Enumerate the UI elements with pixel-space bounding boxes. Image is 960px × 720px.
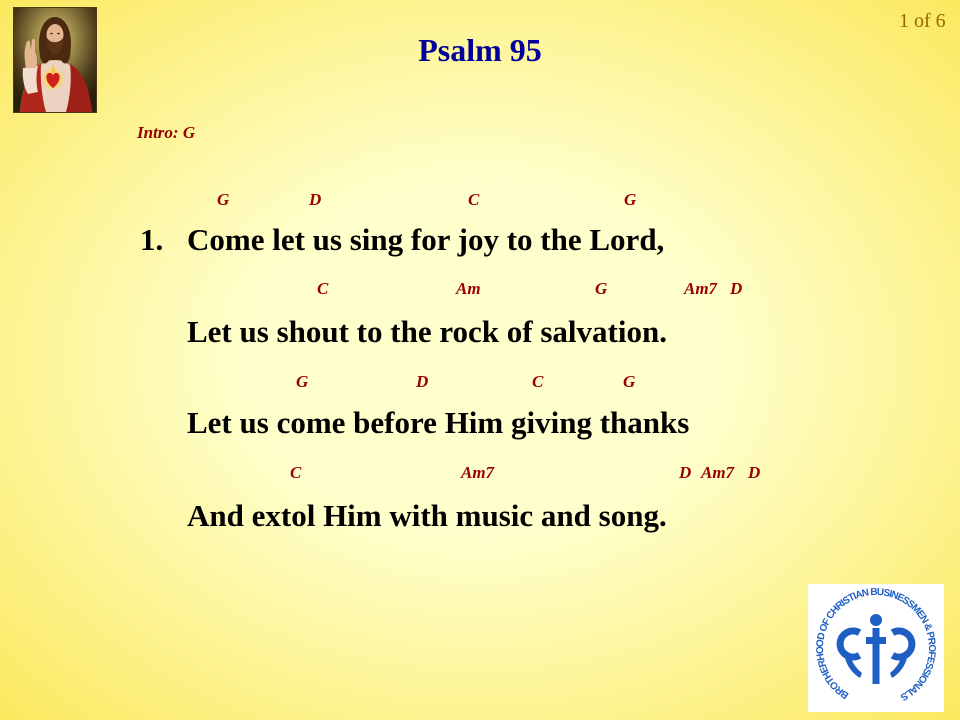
chord: D	[416, 372, 429, 391]
lyric-line: Let us shout to the rock of salvation.	[187, 314, 667, 349]
logo-cross-stem	[873, 628, 880, 684]
chord: C	[468, 190, 480, 209]
chord: D	[730, 279, 743, 298]
chord: C	[317, 279, 329, 298]
chord: Am7	[461, 463, 495, 482]
logo-graphic	[808, 584, 944, 712]
chord: C	[532, 372, 544, 391]
verse-number: 1.	[140, 222, 164, 257]
lyric-line: Let us come before Him giving thanks	[187, 405, 690, 440]
chord: G	[624, 190, 637, 209]
slide-title: Psalm 95	[418, 32, 542, 68]
chord: C	[290, 463, 302, 482]
logo-ring-text: BROTHERHOOD OF CHRISTIAN BUSINESSMEN & PROFESSIONALS	[814, 586, 938, 702]
chord: G	[623, 372, 636, 391]
chord: Am	[456, 279, 481, 298]
chord: Am7	[701, 463, 735, 482]
lyric-line: Come let us sing for joy to the Lord,	[187, 222, 665, 257]
intro-chord-line: Intro: G	[137, 123, 196, 142]
slide-number: 1 of 6	[899, 10, 946, 32]
logo-cross-bar	[866, 637, 886, 644]
chord: Am7	[684, 279, 718, 298]
chord: G	[217, 190, 230, 209]
logo-figure-head	[870, 614, 882, 626]
chord-line	[0, 280, 960, 297]
chord: G	[296, 372, 309, 391]
chord-line	[0, 373, 960, 390]
logo-cross-figure	[840, 614, 912, 684]
chord: D	[679, 463, 692, 482]
chord-line	[0, 464, 960, 481]
bcbp-logo	[808, 584, 944, 712]
chord-line	[0, 191, 960, 208]
chord: D	[309, 190, 322, 209]
logo-left-bracket	[840, 631, 859, 657]
chord: G	[595, 279, 608, 298]
logo-right-bracket	[893, 631, 912, 657]
chord: D	[748, 463, 761, 482]
lyric-line: And extol Him with music and song.	[187, 498, 667, 533]
